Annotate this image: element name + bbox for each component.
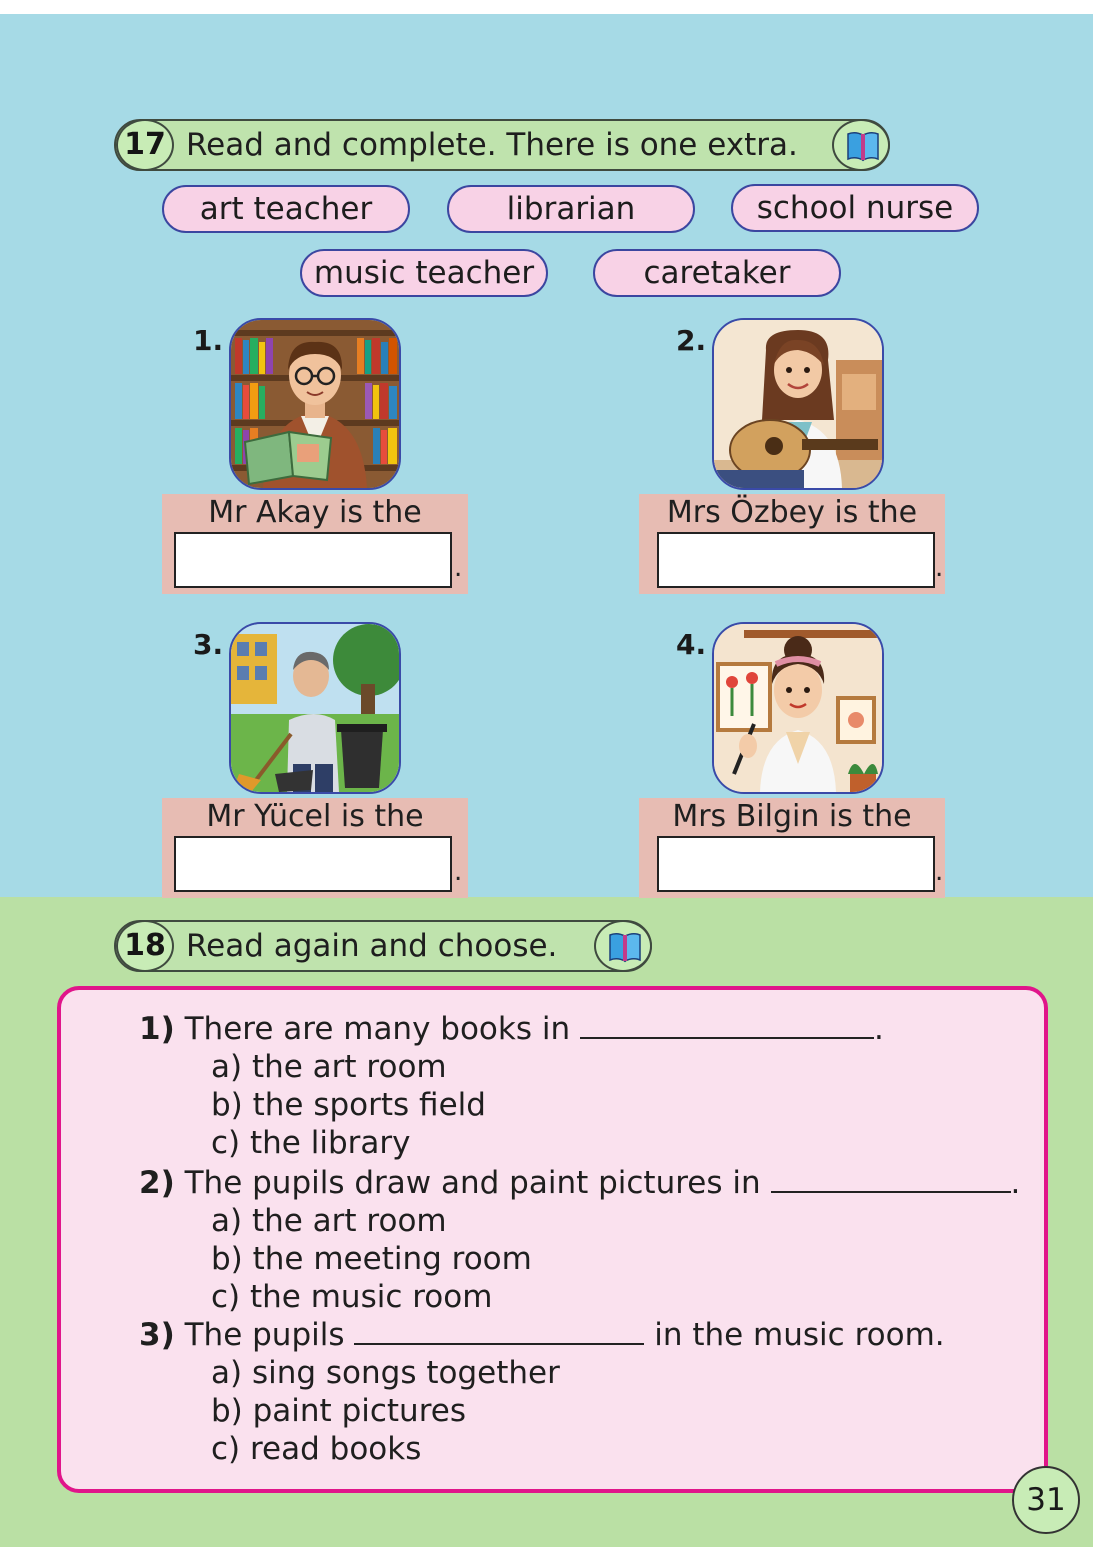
question-2-option-c[interactable]: c) the music room <box>211 1279 493 1315</box>
item-1-period: . <box>454 553 463 583</box>
answer-panel-1 <box>162 494 468 594</box>
item-2-period: . <box>935 553 944 583</box>
word-chip-librarian[interactable]: librarian <box>447 185 695 233</box>
exercise-18-quiz-box <box>57 986 1048 1493</box>
item-4-sentence: Mrs Bilgin is the <box>672 799 912 834</box>
question-2-option-b[interactable]: b) the meeting room <box>211 1241 532 1277</box>
question-2-blank[interactable] <box>771 1165 1011 1193</box>
librarian-picture <box>229 318 401 490</box>
question-3-option-b[interactable]: b) paint pictures <box>211 1393 466 1429</box>
question-1-option-b[interactable]: b) the sports field <box>211 1087 486 1123</box>
question-2-end: . <box>1010 1165 1021 1201</box>
exercise-17-title: Read and complete. There is one extra. <box>186 127 798 163</box>
answer-panel-2 <box>639 494 945 594</box>
exercise-17-number: 17 <box>116 119 174 171</box>
question-1-end: . <box>873 1011 884 1047</box>
question-3-number: 3) <box>139 1317 175 1353</box>
exercise-18-title: Read again and choose. <box>186 928 558 964</box>
item-4-period: . <box>935 857 944 887</box>
question-1-blank[interactable] <box>580 1011 874 1039</box>
item-1-sentence: Mr Akay is the <box>208 495 422 530</box>
book-icon <box>832 119 890 171</box>
item-3-number: 3. <box>193 628 224 661</box>
item-1-number: 1. <box>193 324 224 357</box>
music-teacher-picture <box>712 318 884 490</box>
question-3-option-a[interactable]: a) sing songs together <box>211 1355 560 1391</box>
question-2-number: 2) <box>139 1165 175 1201</box>
book-icon <box>594 920 652 972</box>
item-2-number: 2. <box>676 324 707 357</box>
question-3-blank[interactable] <box>354 1317 644 1345</box>
question-1-option-c[interactable]: c) the library <box>211 1125 411 1161</box>
question-3-end: in the music room. <box>654 1317 945 1353</box>
answer-panel-4 <box>639 798 945 898</box>
question-3-text: The pupils <box>184 1317 345 1353</box>
item-3-sentence: Mr Yücel is the <box>206 799 424 834</box>
item-3-answer-box[interactable] <box>174 836 452 892</box>
item-2-answer-box[interactable] <box>657 532 935 588</box>
caretaker-picture <box>229 622 401 794</box>
word-chip-caretaker[interactable]: caretaker <box>593 249 841 297</box>
question-2-option-a[interactable]: a) the art room <box>211 1203 447 1239</box>
item-1-answer-box[interactable] <box>174 532 452 588</box>
word-chip-art-teacher[interactable]: art teacher <box>162 185 410 233</box>
question-1 <box>139 1010 884 1048</box>
question-1-number: 1) <box>139 1011 175 1047</box>
art-teacher-picture <box>712 622 884 794</box>
question-1-text: There are many books in <box>184 1011 571 1047</box>
item-4-answer-box[interactable] <box>657 836 935 892</box>
item-4-number: 4. <box>676 628 707 661</box>
page-number: 31 <box>1012 1466 1080 1534</box>
item-2-sentence: Mrs Özbey is the <box>666 495 918 530</box>
word-chip-school-nurse[interactable]: school nurse <box>731 184 979 232</box>
word-chip-music-teacher[interactable]: music teacher <box>300 249 548 297</box>
question-2-text: The pupils draw and paint pictures in <box>184 1165 761 1201</box>
item-3-period: . <box>454 857 463 887</box>
exercise-17-header <box>114 119 890 171</box>
exercise-18-header <box>114 920 652 972</box>
question-1-option-a[interactable]: a) the art room <box>211 1049 447 1085</box>
question-3 <box>139 1316 945 1354</box>
answer-panel-3 <box>162 798 468 898</box>
question-2 <box>139 1164 1020 1202</box>
exercise-18-number: 18 <box>116 920 174 972</box>
question-3-option-c[interactable]: c) read books <box>211 1431 422 1467</box>
